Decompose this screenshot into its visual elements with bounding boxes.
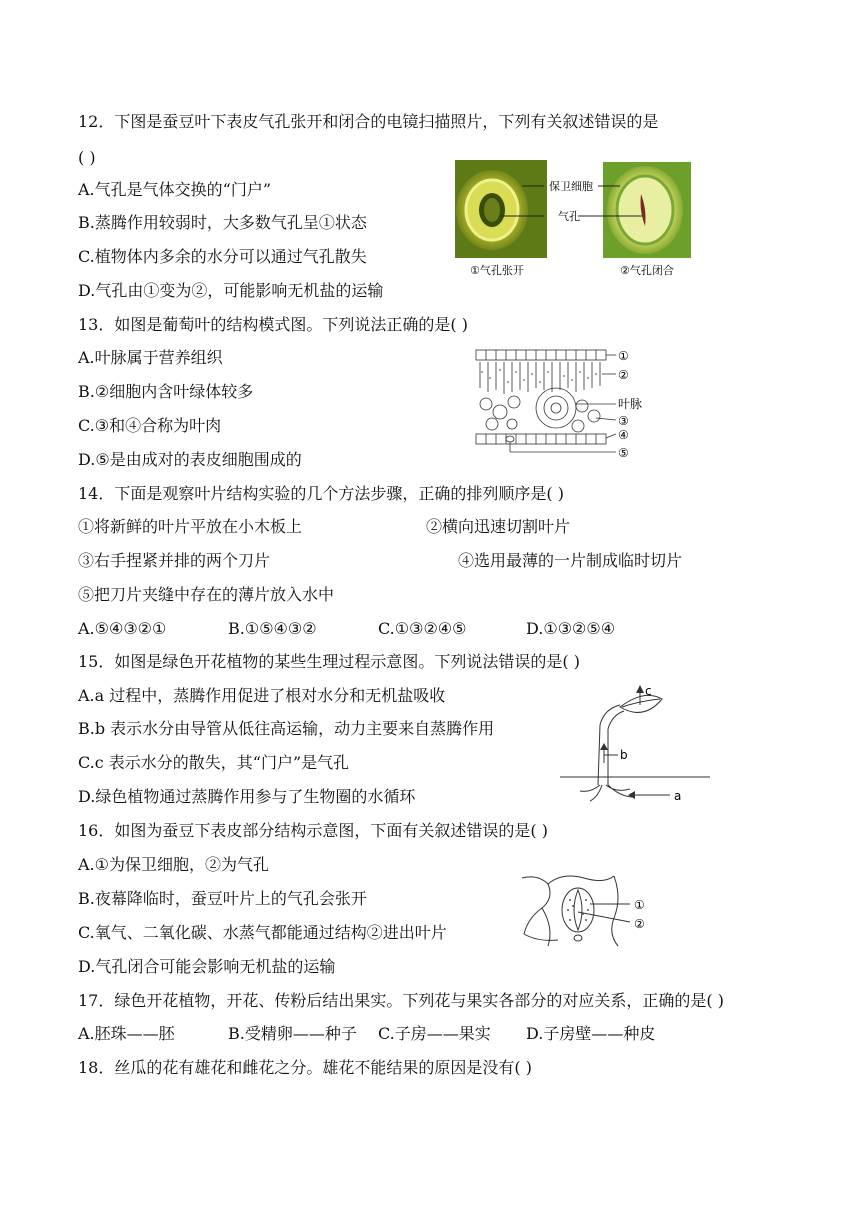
q13-option-c: C.③和④合称为叶肉 bbox=[78, 416, 222, 435]
label-b: b bbox=[620, 748, 628, 762]
q12-option-b: B.蒸腾作用较弱时，大多数气孔呈①状态 bbox=[78, 213, 367, 232]
label-5: ⑤ bbox=[618, 446, 629, 460]
q12-option-c: C.植物体内多余的水分可以通过气孔散失 bbox=[78, 247, 367, 266]
q17-option-a: A.胚珠——胚 bbox=[78, 1024, 175, 1043]
q16-option-d: D.气孔闭合可能会影响无机盐的运输 bbox=[78, 957, 336, 976]
label-1: ① bbox=[618, 349, 629, 363]
q12-stomata-photo-figure bbox=[452, 158, 697, 280]
label-guard-cell: 保卫细胞 bbox=[549, 180, 593, 193]
label-3: ③ bbox=[618, 414, 629, 428]
q14-step-3: ③右手捏紧并排的两个刀片 bbox=[78, 551, 271, 570]
q14-step-2: ②横向迅速切割叶片 bbox=[426, 517, 571, 536]
q15-plant-transpiration-figure bbox=[560, 685, 720, 803]
q16-stem: 16．如图为蚕豆下表皮部分结构示意图，下面有关叙述错误的是( ) bbox=[78, 821, 548, 840]
label-1: ① bbox=[634, 898, 645, 912]
q15-option-b: B.b 表示水分由导管从低往高运输，动力主要来自蒸腾作用 bbox=[78, 719, 495, 738]
q12-option-d: D.气孔由①变为②，可能影响无机盐的运输 bbox=[78, 281, 384, 300]
label-2: ② bbox=[618, 368, 629, 382]
label-stoma-pore: 气孔 bbox=[558, 210, 580, 223]
q17-option-b: B.受精卵——种子 bbox=[228, 1024, 357, 1043]
label-4: ④ bbox=[618, 428, 629, 442]
q15-option-d: D.绿色植物通过蒸腾作用参与了生物圈的水循环 bbox=[78, 787, 416, 806]
q16-option-b: B.夜幕降临时，蚕豆叶片上的气孔会张开 bbox=[78, 889, 367, 908]
q13-stem: 13．如图是葡萄叶的结构模式图。下列说法正确的是( ) bbox=[78, 315, 468, 334]
q13-option-d: D.⑤是由成对的表皮细胞围成的 bbox=[78, 450, 302, 469]
q14-step-1: ①将新鲜的叶片平放在小木板上 bbox=[78, 517, 303, 536]
q17-option-c: C.子房——果实 bbox=[378, 1024, 491, 1043]
q13-leaf-cross-section-figure bbox=[470, 342, 680, 462]
q14-stem: 14．下面是观察叶片结构实验的几个方法步骤，正确的排列顺序是( ) bbox=[78, 484, 564, 503]
q14-option-c: C.①③②④⑤ bbox=[378, 619, 467, 638]
q12-answer-paren: ( ) bbox=[78, 148, 96, 167]
q12-option-a: A.气孔是气体交换的“门户” bbox=[78, 180, 272, 199]
q15-stem: 15．如图是绿色开花植物的某些生理过程示意图。下列说法错误的是( ) bbox=[78, 652, 580, 671]
q17-stem: 17．绿色开花植物，开花、传粉后结出果实。下列花与果实各部分的对应关系，正确的是( ) bbox=[78, 991, 724, 1010]
label-vein: 叶脉 bbox=[618, 397, 643, 411]
caption-stoma-closed: ②气孔闭合 bbox=[620, 264, 674, 277]
caption-stoma-open: ①气孔张开 bbox=[470, 264, 524, 277]
label-c: c bbox=[645, 685, 652, 698]
q13-option-b: B.②细胞内含叶绿体较多 bbox=[78, 382, 254, 401]
q15-option-c: C.c 表示水分的散失，其“门户”是气孔 bbox=[78, 753, 350, 772]
q16-option-a: A.①为保卫细胞，②为气孔 bbox=[78, 855, 269, 874]
q16-epidermis-stoma-figure bbox=[518, 868, 668, 950]
label-a: a bbox=[674, 789, 682, 803]
q14-option-a: A.⑤④③②① bbox=[78, 619, 167, 638]
q14-option-d: D.①③②⑤④ bbox=[526, 619, 616, 638]
q17-option-d: D.子房壁——种皮 bbox=[526, 1024, 656, 1043]
q14-option-b: B.①⑤④③② bbox=[228, 619, 317, 638]
q18-stem: 18．丝瓜的花有雄花和雌花之分。雄花不能结果的原因是没有( ) bbox=[78, 1058, 532, 1077]
q16-option-c: C.氧气、二氧化碳、水蒸气都能通过结构②进出叶片 bbox=[78, 923, 447, 942]
q14-step-5: ⑤把刀片夹缝中存在的薄片放入水中 bbox=[78, 585, 335, 604]
q13-option-a: A.叶脉属于营养组织 bbox=[78, 348, 223, 367]
q15-option-a: A.a 过程中，蒸腾作用促进了根对水分和无机盐吸收 bbox=[78, 686, 446, 705]
label-2: ② bbox=[634, 917, 645, 931]
q12-stem: 12．下图是蚕豆叶下表皮气孔张开和闭合的电镜扫描照片，下列有关叙述错误的是 bbox=[78, 112, 659, 131]
q14-step-4: ④选用最薄的一片制成临时切片 bbox=[458, 551, 683, 570]
